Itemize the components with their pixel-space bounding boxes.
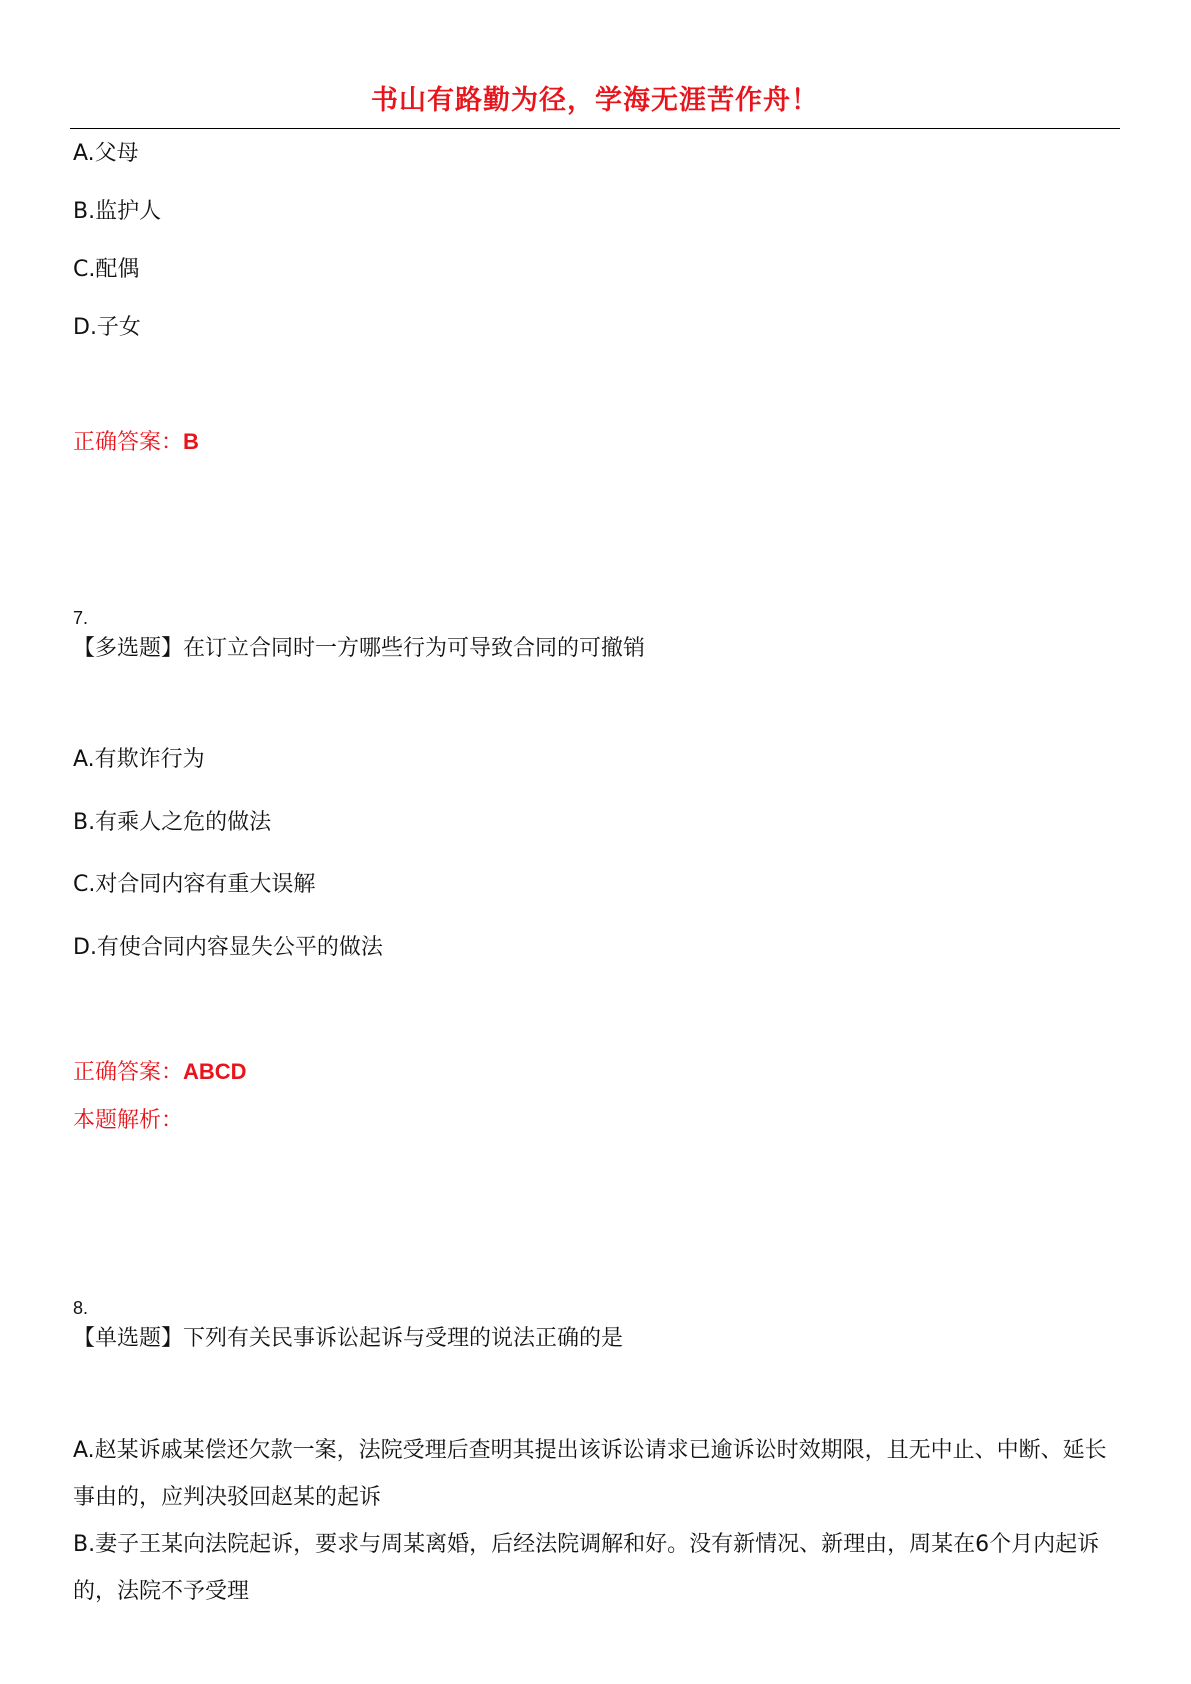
q6-option-c: C.配偶 [73, 257, 140, 282]
q6-answer-label: 正确答案： [73, 430, 184, 455]
q8-number: 8. [73, 1298, 89, 1318]
q6-option-a: A.父母 [73, 141, 139, 166]
q6-option-b: B.监护人 [73, 199, 162, 224]
q7-stem: 【多选题】在订立合同时一方哪些行为可导致合同的可撤销 [73, 636, 646, 661]
q7-answer-value: ABCD [183, 1059, 247, 1084]
q7-number: 7. [73, 608, 89, 628]
header-slogan: 书山有路勤为径，学海无涯苦作舟！ [371, 85, 819, 116]
q7-answer [73, 1055, 247, 1086]
q8-option-b: B.妻子王某向法院起诉，要求与周某离婚，后经法院调解和好。没有新情况、新理由，周某在6个月内起诉的，法院不予受理 [73, 1532, 1100, 1604]
q8-option-a: A.赵某诉戚某偿还欠款一案，法院受理后查明其提出该诉讼请求已逾诉讼时效期限，且无中止、中断、延长事由的，应判决驳回赵某的起诉 [73, 1438, 1107, 1510]
q8-stem: 【单选题】下列有关民事诉讼起诉与受理的说法正确的是 [73, 1326, 624, 1351]
q7-analysis-label: 本题解析： [73, 1108, 184, 1133]
q7-option-a: A.有欺诈行为 [73, 747, 205, 772]
q7-option-d: D.有使合同内容显失公平的做法 [73, 935, 383, 960]
header-divider [70, 128, 1120, 129]
q6-answer-value: B [183, 429, 199, 454]
q6-option-d: D.子女 [73, 315, 141, 340]
q6-answer [73, 425, 199, 456]
q7-option-b: B.有乘人之危的做法 [73, 810, 272, 835]
q7-answer-label: 正确答案： [73, 1060, 184, 1085]
q7-option-c: C.对合同内容有重大误解 [73, 872, 316, 897]
